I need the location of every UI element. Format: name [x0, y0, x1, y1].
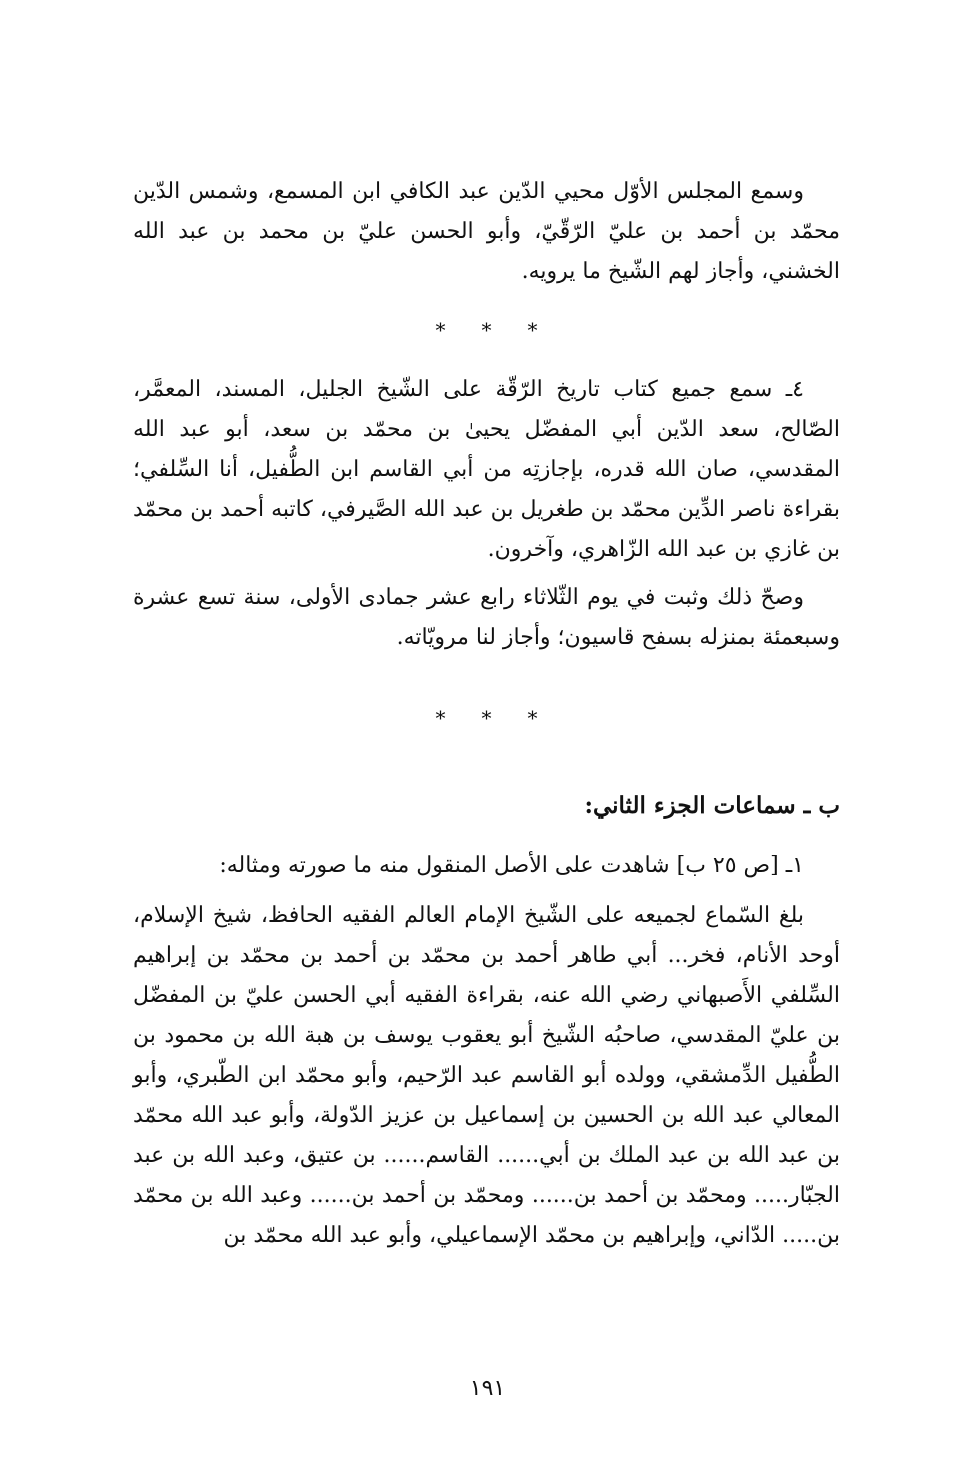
paragraph-samaa-first-majlis: وسمع المجلس الأوّل محيي الدّين عبد الكافي ابن المسمع، وشمس الدّين محمّد بن أحمد بن عليّ الرّقّيّ، وأبو الحسن عليّ بن محمد بن عبد الله الخشني، وأجاز لهم الشّيخ ما يرويه.: [133, 179, 840, 284]
star-glyph: *: [527, 318, 538, 342]
separator-stars-2: [133, 706, 840, 730]
star-glyph: *: [481, 318, 492, 342]
paragraph-block-3: [133, 846, 840, 1256]
page-number: ١٩١: [469, 1376, 506, 1401]
paragraph-block-1: [133, 172, 840, 292]
paragraph-block-2: [133, 370, 840, 658]
paragraph-samaa-4: ٤ـ سمع جميع كتاب تاريخ الرّقّة على الشّيخ الجليل، المسند، المعمَّر، الصّالح، سعد الدّين أبي المفضّل يحيىٰ بن محمّد بن سعد، أبو عبد الله المقدسي، صان الله قدره، بإجازتِه من أبي القاسم ابن الطُّفيل، أنا السِّلفي؛ بقراءة ناصر الدِّين محمّد بن طغريل بن عبد الله الصَّيرفي، كاتبه أحمد بن محمّد بن غازي بن عبد الله الزّاهري، وآخرون.: [133, 377, 840, 562]
paragraph-samaa-record: بلغ السّماع لجميعه على الشّيخ الإمام العالم الفقيه الحافظ، شيخ الإسلام، أوحد الأنام، فخر... أبي طاهر أحمد بن محمّد بن أحمد بن محمّد بن إبراهيم السِّلفي الأَصبهاني رضي الله عنه، بقراءة الفقيه أبي الحسن عليّ بن المفضّل بن عليّ المقدسي، صاحبُه الشّيخ أبو يعقوب يوسف بن هبة الله بن محمود بن الطُّفيل الدِّمشقي، وولده أبو القاسم عبد الرّحيم، وأبو محمّد ابن الطّبري، وأبو المعالي عبد الله بن الحسين بن إسماعيل بن عزيز الدّولة، وأبو عبد الله محمّد بن عبد الله بن عبد الملك بن أبي...... القاسم...... بن عتيق، وعبد الله بن عبد الجبّار..... ومحمّد بن أحمد بن...... ومحمّد بن أحمد بن...... وعبد الله بن محمّد بن..... الدّاني، وإبراهيم بن محمّد الإسماعيلي، وأبو عبد الله محمّد بن: [133, 903, 841, 1248]
separator-stars-1: [133, 318, 840, 342]
paragraph-witness-intro: ١ـ [ص ٢٥ ب] شاهدت على الأصل المنقول منه ما صورته ومثاله:: [219, 853, 804, 878]
star-glyph: *: [481, 706, 492, 730]
section-heading: ب ـ سماعات الجزء الثاني:: [584, 792, 840, 819]
star-glyph: *: [527, 706, 538, 730]
paragraph-validation: وصحّ ذلك وثبت في يوم الثّلاثاء رابع عشر جمادى الأولى، سنة تسع عشرة وسبعمئة بمنزله بسفح قاسيون؛ وأجاز لنا مرويّاته.: [133, 585, 840, 650]
star-glyph: *: [435, 706, 446, 730]
star-glyph: *: [435, 318, 446, 342]
